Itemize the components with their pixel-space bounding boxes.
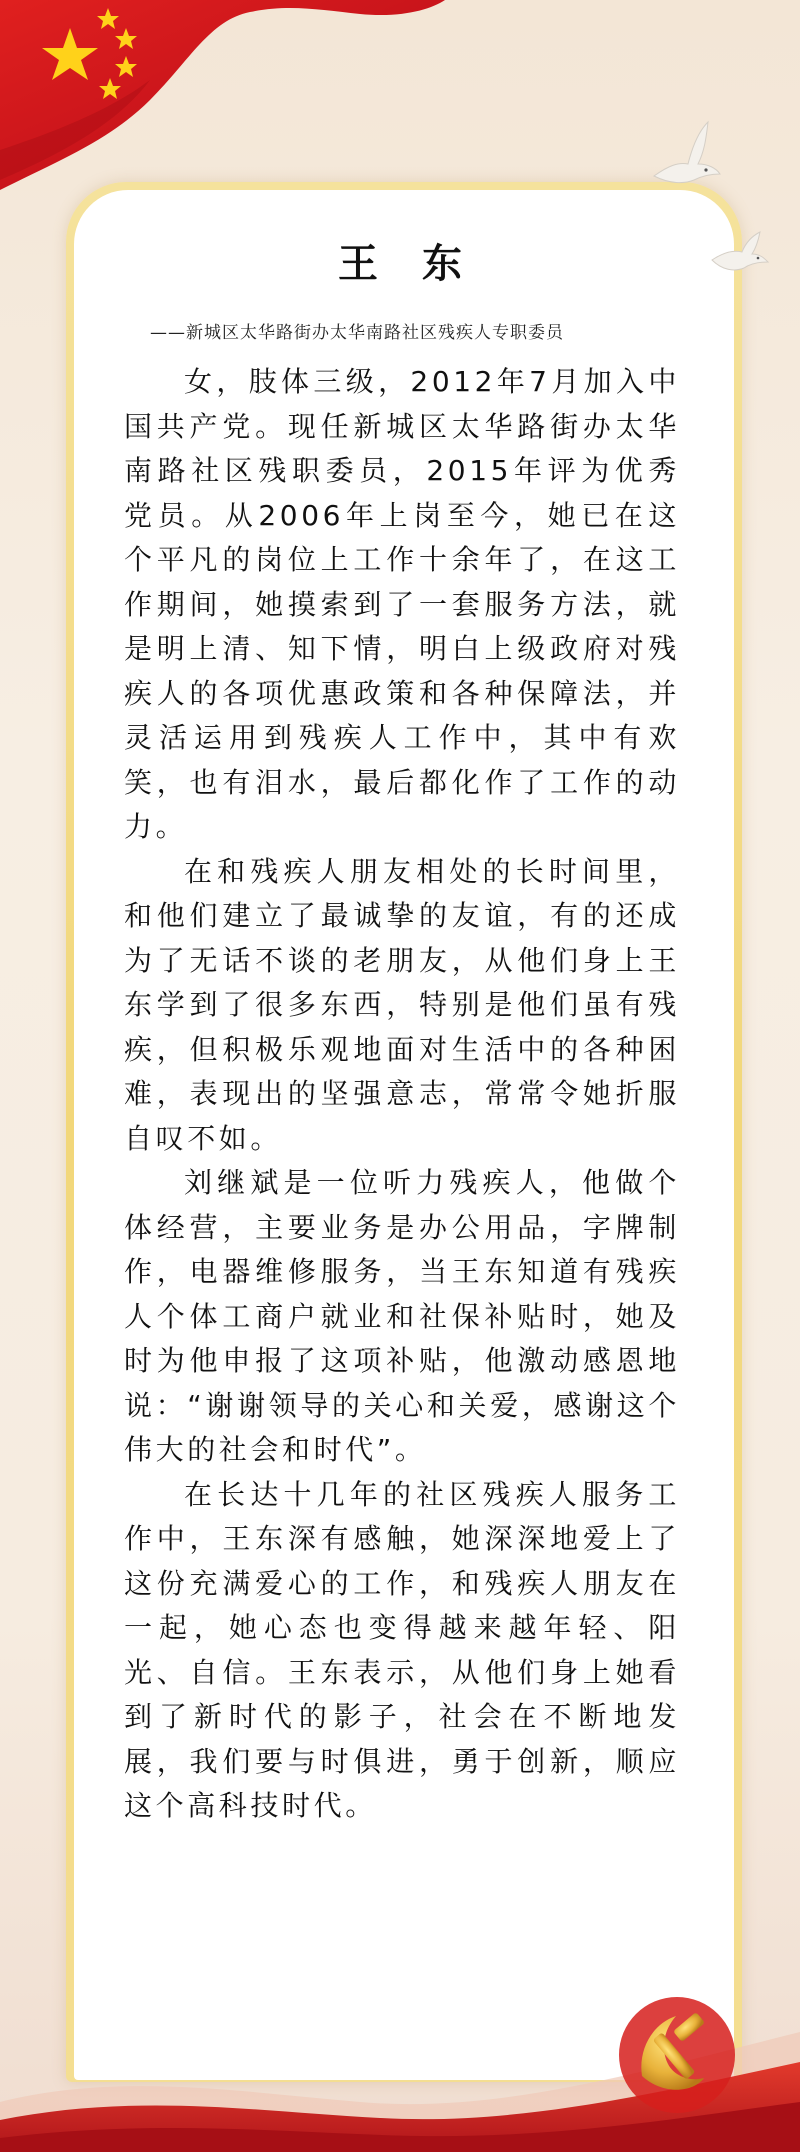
paragraph: 刘继斌是一位听力残疾人，他做个体经营，主要业务是办公用品，字牌制作，电器维修服务，当王东知道有残疾人个体工商户就业和社保补贴时，她及时为他申报了这项补贴，他激动感恩地说：“谢谢领导的关心和关爱，感谢这个伟大的社会和时代”。 — [124, 1166, 680, 1466]
dove-icon — [648, 118, 724, 194]
subtitle: ——新城区太华路街办太华南路社区残疾人专职委员 — [150, 323, 564, 343]
article-body — [124, 360, 680, 1829]
national-flag-icon — [0, 0, 460, 200]
paragraph: 在和残疾人朋友相处的长时间里，和他们建立了最诚挚的友谊，有的还成为了无话不谈的老朋友，从他们身上王东学到了很多东西，特别是他们虽有残疾，但积极乐观地面对生活中的各种困难，表现出的坚强意志，常常令她折服自叹不如。 — [124, 854, 680, 1155]
paragraph: 女，肢体三级，2012年7月加入中国共产党。现任新城区太华路街办太华南路社区残职委员，2015年评为优秀党员。从2006年上岗至今，她已在这个平凡的岗位上工作十余年了，在这工作期间，她摸索到了一套服务方法，就是明上清、知下情，明白上级政府对残疾人的各项优惠政策和各种保障法，并灵活运用到残疾人工作中，其中有欢笑，也有泪水，最后都化作了工作的动力。 — [124, 365, 680, 843]
page-title: 王东 — [338, 240, 506, 287]
party-emblem-icon — [612, 1990, 742, 2120]
paragraph: 在长达十几年的社区残疾人服务工作中，王东深有感触，她深深地爱上了这份充满爱心的工作，和残疾人朋友在一起，她心态也变得越来越年轻、阳光、自信。王东表示，从他们身上她看到了新时代的影子，社会在不断地发展，我们要与时俱进，勇于创新，顺应这个高科技时代。 — [124, 1477, 680, 1822]
